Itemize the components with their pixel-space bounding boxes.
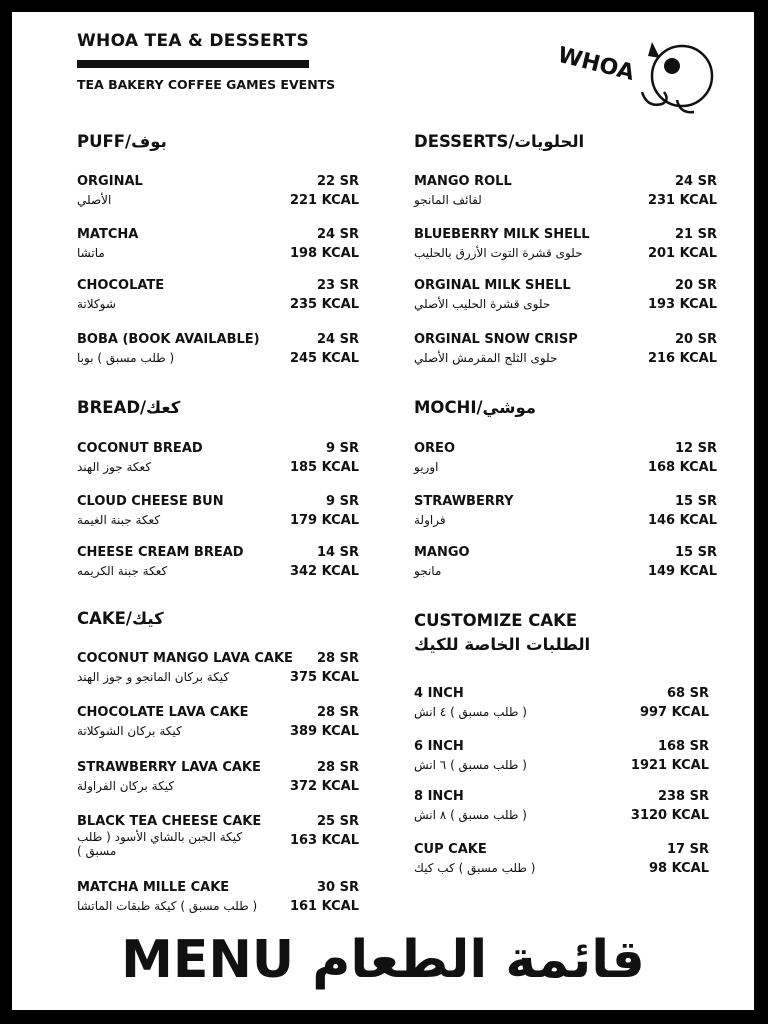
item-arabic-name: كعكة جبنة الكريمه xyxy=(77,564,168,578)
desserts-section-title: DESSERTS/الحلويات xyxy=(414,132,585,151)
item-price: 24 SR xyxy=(317,332,359,347)
item-arabic-name: لفائف المانجو xyxy=(414,193,482,207)
item-calories: 179 KCAL xyxy=(289,513,359,528)
item-name: ORGINAL MILK SHELL xyxy=(414,278,571,293)
item-price: 9 SR xyxy=(326,441,359,456)
item-arabic-name: كعكة جوز الهند xyxy=(77,460,152,474)
item-calories: 149 KCAL xyxy=(647,564,717,579)
item-arabic-name: حلوى قشرة الحليب الأصلي xyxy=(414,297,551,311)
item-calories: 372 KCAL xyxy=(289,779,359,794)
mochi-section-title: MOCHI/موشي xyxy=(414,398,537,417)
item-arabic-name: اوريو xyxy=(414,460,439,474)
item-name: BLUEBERRY MILK SHELL xyxy=(414,227,590,242)
bread-section-title: BREAD/كعك xyxy=(77,398,181,417)
item-calories: 168 KCAL xyxy=(647,460,717,475)
item-arabic-name: الأصلي xyxy=(77,193,112,207)
item-price: 15 SR xyxy=(675,494,717,509)
item-arabic-name: مانجو xyxy=(414,564,442,578)
item-name: STRAWBERRY xyxy=(414,494,514,509)
item-price: 28 SR xyxy=(317,705,359,720)
item-calories: 98 KCAL xyxy=(649,861,709,876)
brand-underline xyxy=(77,60,309,68)
item-arabic-name: ( طلب مسبق ) ٤ انش xyxy=(414,705,527,719)
item-calories: 3120 KCAL xyxy=(630,808,709,823)
item-price: 68 SR xyxy=(667,686,709,701)
item-price: 24 SR xyxy=(317,227,359,242)
item-arabic-name: كيكة الجبن بالشاي الأسود ( طلب مسبق ) xyxy=(77,830,243,858)
logo-text: WHOA xyxy=(555,42,637,86)
item-arabic-name: ماتشا xyxy=(77,246,105,260)
item-calories: 185 KCAL xyxy=(289,460,359,475)
item-price: 21 SR xyxy=(675,227,717,242)
customize-section-title: CUSTOMIZE CAKE xyxy=(414,611,578,630)
item-price: 28 SR xyxy=(317,651,359,666)
item-name: COCONUT MANGO LAVA CAKE xyxy=(77,651,293,666)
item-name: COCONUT BREAD xyxy=(77,441,203,456)
item-price: 24 SR xyxy=(675,174,717,189)
item-calories: 997 KCAL xyxy=(639,705,709,720)
puff-section-title: PUFF/بوف xyxy=(77,132,167,151)
item-price: 25 SR xyxy=(317,814,359,829)
item-name: MATCHA MILLE CAKE xyxy=(77,880,230,895)
item-calories: 375 KCAL xyxy=(289,670,359,685)
menu-page xyxy=(12,12,754,1010)
item-price: 14 SR xyxy=(317,545,359,560)
item-arabic-name: ( طلب مسبق ) ٦ انش xyxy=(414,758,527,772)
item-arabic-name: شوكلاتة xyxy=(77,297,116,311)
item-name: MATCHA xyxy=(77,227,139,242)
cake-section-title: CAKE/كيك xyxy=(77,609,164,628)
item-arabic-name: حلوى قشرة التوت الأزرق بالحليب xyxy=(414,246,583,260)
item-name: OREO xyxy=(414,441,455,456)
item-name: CHOCOLATE xyxy=(77,278,165,293)
tagline: TEA BAKERY COFFEE GAMES EVENTS xyxy=(77,77,336,92)
item-calories: 201 KCAL xyxy=(647,246,717,261)
item-calories: 161 KCAL xyxy=(289,899,359,914)
item-name: BLACK TEA CHEESE CAKE xyxy=(77,814,262,829)
menu-footer-title: MENU قائمة الطعام xyxy=(121,930,645,990)
item-price: 238 SR xyxy=(657,789,709,804)
item-arabic-name: كعكة جبنة الغيمة xyxy=(77,513,161,527)
item-calories: 1921 KCAL xyxy=(630,758,709,773)
item-name: CLOUD CHEESE BUN xyxy=(77,494,224,509)
item-price: 22 SR xyxy=(317,174,359,189)
item-calories: 231 KCAL xyxy=(647,193,717,208)
item-calories: 389 KCAL xyxy=(289,724,359,739)
item-arabic-name: فراولة xyxy=(414,513,446,527)
item-name: 6 INCH xyxy=(414,739,464,754)
item-price: 30 SR xyxy=(317,880,359,895)
item-calories: 342 KCAL xyxy=(289,564,359,579)
item-price: 23 SR xyxy=(317,278,359,293)
item-name: 4 INCH xyxy=(414,686,464,701)
item-name: ORGINAL SNOW CRISP xyxy=(414,332,578,347)
item-calories: 163 KCAL xyxy=(289,833,359,848)
item-price: 168 SR xyxy=(657,739,709,754)
customize-section-subtitle: الطلبات الخاصة للكيك xyxy=(414,635,591,654)
item-arabic-name: كيكة بركان الشوكلاتة xyxy=(77,724,182,738)
item-calories: 216 KCAL xyxy=(647,351,717,366)
item-arabic-name: كيكة بركان المانجو و جوز الهند xyxy=(77,670,230,684)
item-calories: 235 KCAL xyxy=(289,297,359,312)
item-price: 20 SR xyxy=(675,278,717,293)
item-price: 12 SR xyxy=(675,441,717,456)
item-calories: 221 KCAL xyxy=(289,193,359,208)
item-calories: 193 KCAL xyxy=(647,297,717,312)
item-name: MANGO xyxy=(414,545,470,560)
item-arabic-name: كيكة بركان الفراولة xyxy=(77,779,175,793)
item-name: BOBA (BOOK AVAILABLE) xyxy=(77,332,260,347)
item-name: ORGINAL xyxy=(77,174,143,189)
brand-name: WHOA TEA & DESSERTS xyxy=(77,31,310,51)
item-price: 15 SR xyxy=(675,545,717,560)
whoa-logo xyxy=(552,28,722,118)
item-price: 20 SR xyxy=(675,332,717,347)
item-price: 28 SR xyxy=(317,760,359,775)
item-price: 17 SR xyxy=(667,842,709,857)
item-arabic-name: ( طلب مسبق ) كيكة طبقات الماتشا xyxy=(77,899,258,913)
item-price: 9 SR xyxy=(326,494,359,509)
item-name: MANGO ROLL xyxy=(414,174,512,189)
item-arabic-name: ( طلب مسبق ) كب كيك xyxy=(414,861,536,875)
item-name: STRAWBERRY LAVA CAKE xyxy=(77,760,261,775)
item-name: 8 INCH xyxy=(414,789,464,804)
item-name: CHOCOLATE LAVA CAKE xyxy=(77,705,249,720)
item-name: CHEESE CREAM BREAD xyxy=(77,545,244,560)
item-arabic-name: ( طلب مسبق ) بوبا xyxy=(77,351,175,365)
item-arabic-name: حلوى الثلج المقرمش الأصلي xyxy=(414,351,558,365)
item-calories: 198 KCAL xyxy=(289,246,359,261)
item-name: CUP CAKE xyxy=(414,842,487,857)
item-calories: 146 KCAL xyxy=(647,513,717,528)
item-calories: 245 KCAL xyxy=(289,351,359,366)
item-arabic-name: ( طلب مسبق ) ٨ انش xyxy=(414,808,527,822)
